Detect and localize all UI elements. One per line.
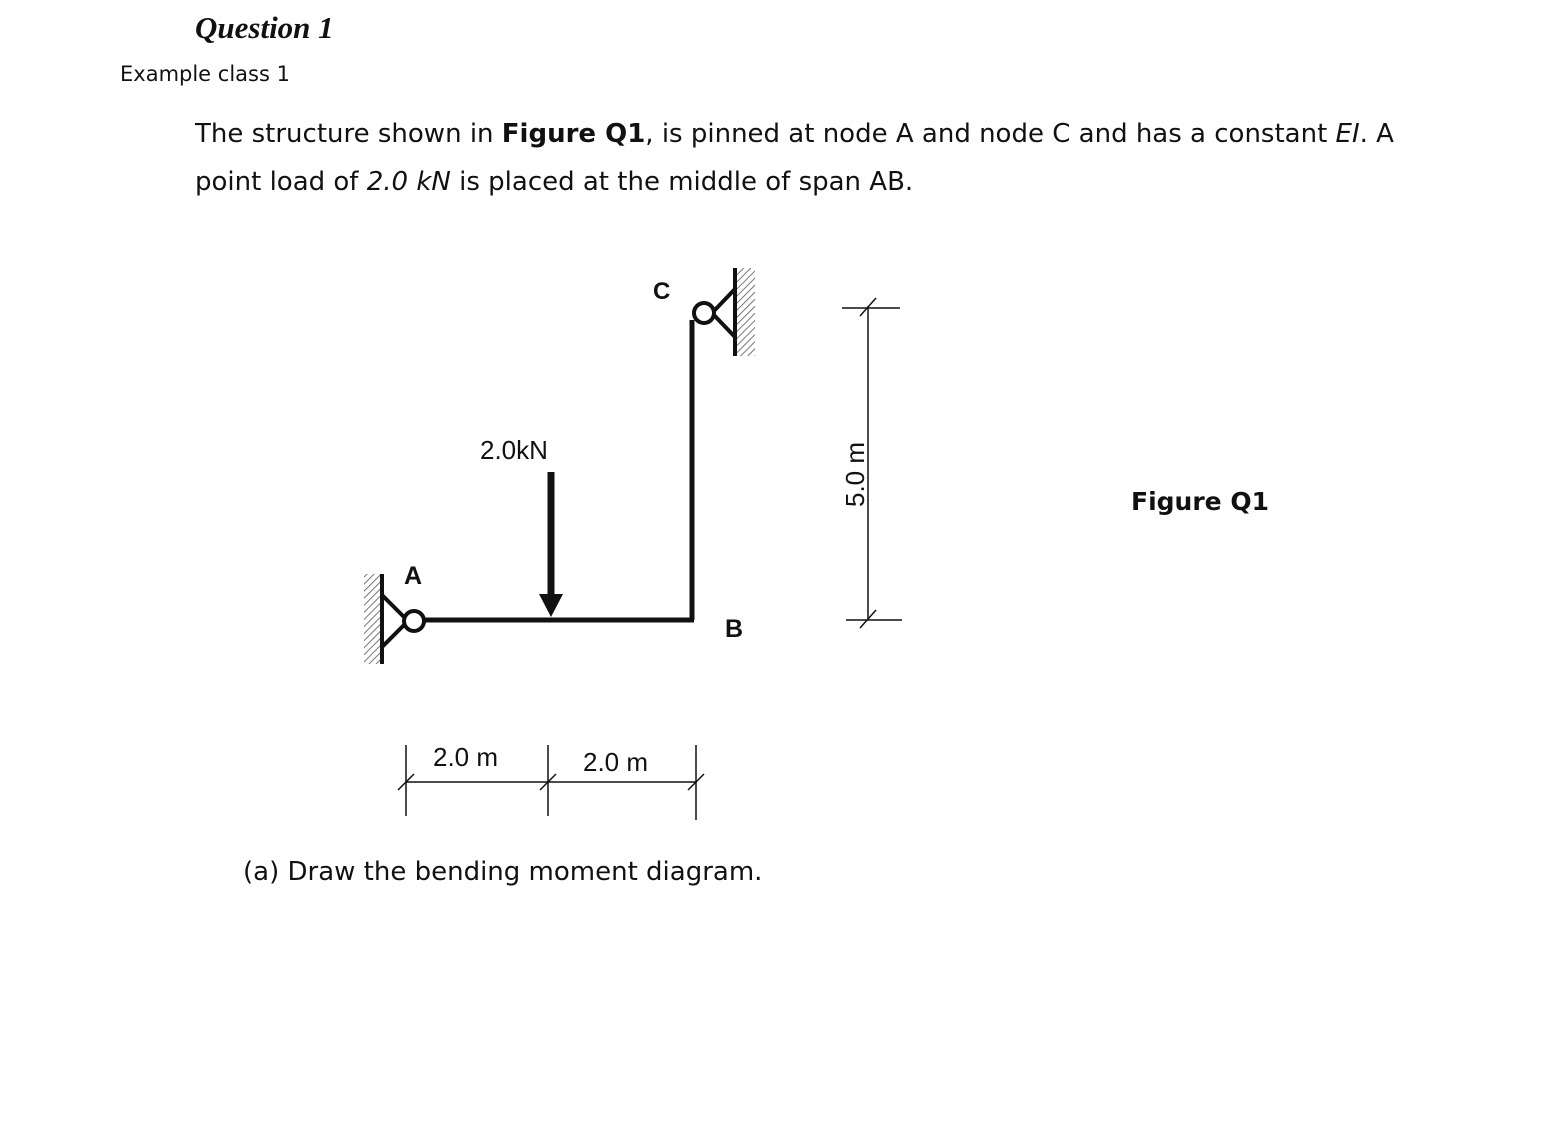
node-a-label: A bbox=[404, 562, 423, 590]
problem-text-1: The structure shown in bbox=[195, 119, 502, 149]
ei-symbol: EI bbox=[1335, 119, 1360, 149]
problem-text-4: is placed at the middle of span AB. bbox=[450, 167, 914, 197]
task-part-a: (a) Draw the bending moment diagram. bbox=[243, 857, 763, 887]
problem-text-3: . A point load of bbox=[195, 119, 1394, 197]
dimension-bc: 5.0 m bbox=[840, 441, 870, 507]
figure-reference: Figure Q1 bbox=[501, 119, 646, 149]
node-c-label: C bbox=[653, 278, 671, 305]
node-b-label: B bbox=[725, 615, 744, 643]
problem-text-2: , is pinned at node A and node C and has a constant bbox=[645, 119, 1336, 149]
load-label: 2.0kN bbox=[480, 435, 548, 465]
pin-support-c bbox=[694, 268, 755, 356]
load-value: 2.0 kN bbox=[366, 167, 451, 197]
point-load-arrow bbox=[539, 472, 563, 617]
dimension-ab-second-half: 2.0 m bbox=[583, 747, 649, 777]
figure-caption: Figure Q1 bbox=[1131, 487, 1269, 516]
dimension-ab-first-half: 2.0 m bbox=[433, 742, 499, 772]
example-class-label: Example class 1 bbox=[120, 62, 290, 86]
question-title: Question 1 bbox=[195, 10, 334, 45]
